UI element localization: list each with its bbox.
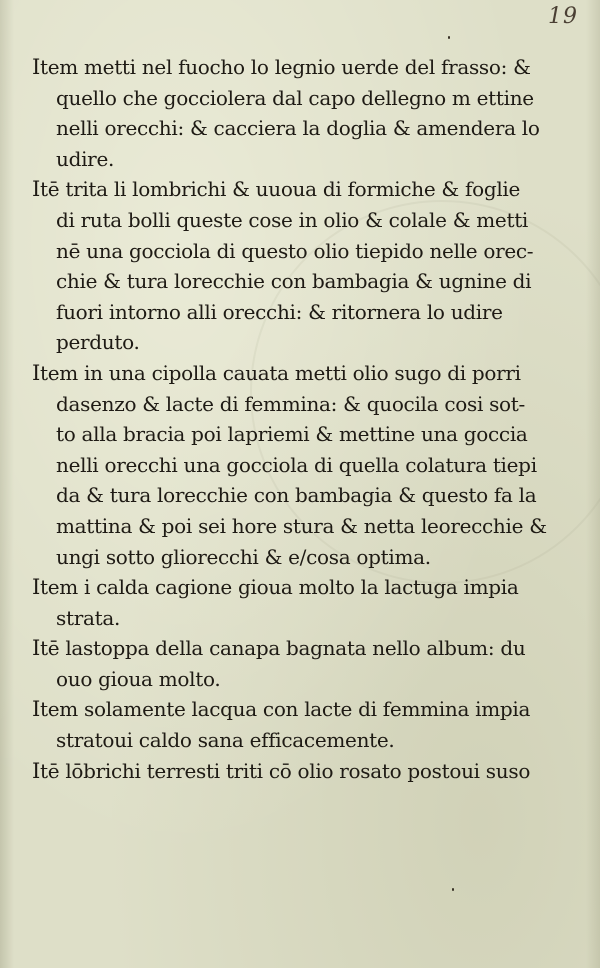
text-line: da & tura lorecchie con bambagia & questo fa la (56, 483, 537, 508)
text-line: ungi sotto gliorecchi & e/cosa optima. (56, 544, 431, 569)
text-line: stratoui caldo sana efficacemente. (56, 728, 395, 753)
text-line: Itē trita li lombrichi & uuoua di formiche & foglie (32, 177, 521, 202)
text-line: to alla bracia poi lapriemi & mettine una goccia (56, 422, 528, 447)
text-line: Itē lōbrichi terresti triti cō olio rosato postoui suso (32, 758, 531, 783)
folio-number: 19 (548, 4, 578, 29)
text-line: udire. (56, 146, 115, 171)
text-line: ouo gioua molto. (56, 666, 221, 691)
text-line: quello che gocciolera dal capo dellegno m ettine (56, 85, 534, 110)
text-line: nelli orecchi: & cacciera la doglia & amendera lo (56, 116, 540, 141)
ink-speck (448, 36, 450, 39)
text-line: chie & tura lorecchie con bambagia & ugnine di (56, 269, 532, 294)
text-line: mattina & poi sei hore stura & netta leorecchie & (56, 513, 547, 538)
text-block (32, 52, 552, 786)
text-line: perduto. (56, 330, 140, 355)
text-line: dasenzo & lacte di femmina: & quocila cosi sot- (56, 391, 525, 416)
text-line: di ruta bolli queste cose in olio & colale & metti (56, 207, 529, 232)
text-line: Item solamente lacqua con lacte di femmina impia (32, 697, 531, 722)
text-line: Itē lastoppa della canapa bagnata nello album: du (32, 636, 526, 661)
text-line: Item i calda cagione gioua molto la lactuga impia (32, 575, 519, 600)
ink-speck (452, 888, 454, 891)
text-line: Item metti nel fuocho lo legnio uerde del frasso: & (32, 55, 531, 79)
text-line: nelli orecchi una gocciola di quella colatura tiepi (56, 452, 537, 477)
text-line: strata. (56, 605, 121, 630)
text-line: nē una gocciola di questo olio tiepido nelle orec- (56, 238, 534, 263)
text-line: Item in una cipolla cauata metti olio sugo di porri (32, 360, 521, 385)
text-line: fuori intorno alli orecchi: & ritornera lo udire (56, 299, 503, 324)
